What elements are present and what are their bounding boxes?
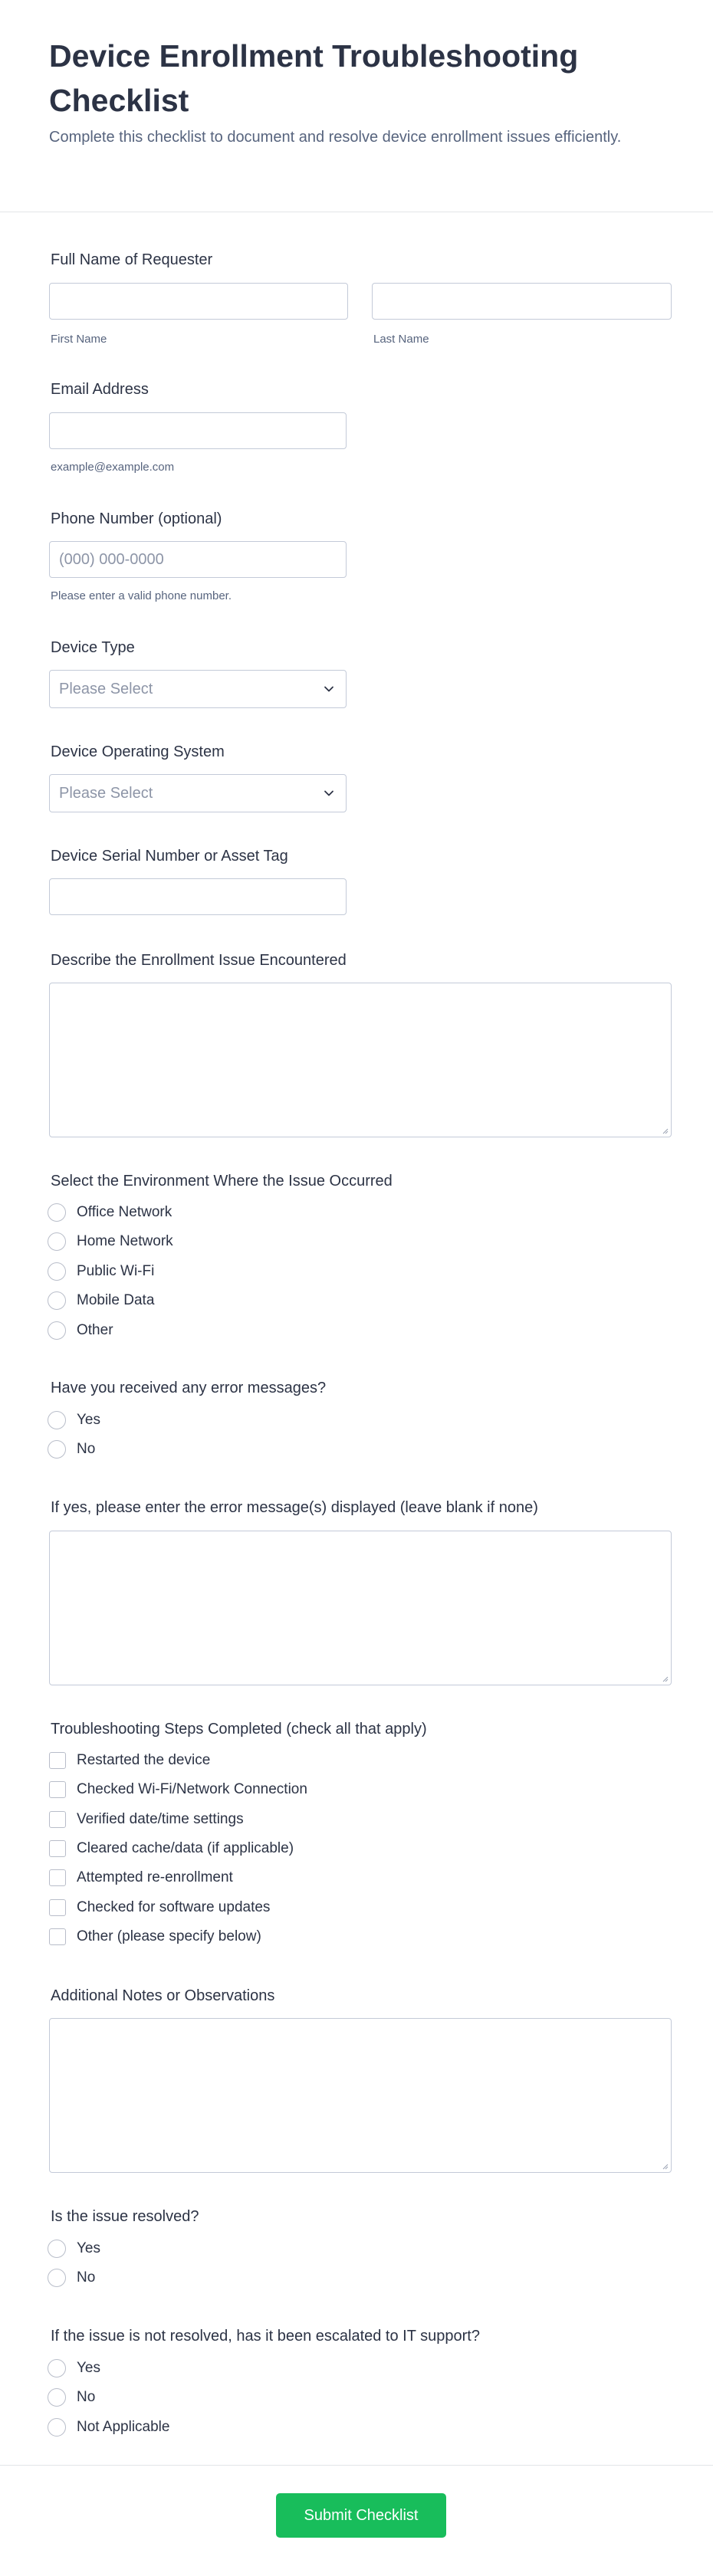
checkbox[interactable] <box>49 1781 66 1798</box>
submit-button[interactable]: Submit Checklist <box>276 2493 446 2538</box>
email-input[interactable] <box>49 412 347 449</box>
radio-label: Home Network <box>77 1233 173 1249</box>
radio-button[interactable] <box>48 2359 66 2377</box>
radio-button[interactable] <box>48 1262 66 1281</box>
issue-description-label: Describe the Enrollment Issue Encountered <box>51 952 347 969</box>
full-name-label: Full Name of Requester <box>51 251 213 268</box>
first-name-sublabel: First Name <box>51 333 107 346</box>
chevron-down-icon <box>321 681 337 697</box>
checkbox-label: Attempted re-enrollment <box>77 1869 233 1885</box>
form-header <box>0 0 713 212</box>
form-footer <box>0 2465 713 2576</box>
resize-grip-icon[interactable] <box>661 1127 669 1134</box>
resolved-label: Is the issue resolved? <box>51 2208 199 2225</box>
error-message-textarea[interactable] <box>49 1531 672 1685</box>
error-received-label: Have you received any error messages? <box>51 1380 327 1396</box>
checkbox-label: Checked for software updates <box>77 1899 271 1915</box>
radio-button[interactable] <box>48 2269 66 2287</box>
device-type-selected: Please Select <box>59 681 153 697</box>
phone-sublabel: Please enter a valid phone number. <box>51 589 232 602</box>
phone-input[interactable] <box>49 541 347 578</box>
radio-label: Public Wi-Fi <box>77 1263 155 1279</box>
last-name-sublabel: Last Name <box>373 333 429 346</box>
checkbox-label: Restarted the device <box>77 1752 211 1768</box>
escalated-label: If the issue is not resolved, has it been escalated to IT support? <box>51 2328 480 2345</box>
radio-label: Office Network <box>77 1204 172 1220</box>
email-sublabel: example@example.com <box>51 461 175 474</box>
device-type-label: Device Type <box>51 639 135 656</box>
serial-input[interactable] <box>49 878 347 915</box>
phone-label: Phone Number (optional) <box>51 510 222 527</box>
checkbox[interactable] <box>49 1840 66 1857</box>
radio-label: Mobile Data <box>77 1292 155 1308</box>
radio-label: Yes <box>77 2240 100 2256</box>
resize-grip-icon[interactable] <box>661 2162 669 2170</box>
checkbox-label: Other (please specify below) <box>77 1928 261 1944</box>
checkbox[interactable] <box>49 1811 66 1828</box>
device-os-label: Device Operating System <box>51 743 225 760</box>
radio-button[interactable] <box>48 1291 66 1310</box>
email-label: Email Address <box>51 381 149 398</box>
radio-button[interactable] <box>48 1232 66 1251</box>
first-name-input[interactable] <box>49 283 348 320</box>
radio-button[interactable] <box>48 2388 66 2407</box>
radio-button[interactable] <box>48 1411 66 1429</box>
radio-button[interactable] <box>48 1321 66 1340</box>
error-message-label: If yes, please enter the error message(s) displayed (leave blank if none) <box>51 1499 538 1516</box>
environment-label: Select the Environment Where the Issue Occurred <box>51 1173 393 1190</box>
device-type-select[interactable] <box>49 670 347 708</box>
notes-textarea[interactable] <box>49 2018 672 2173</box>
device-os-select[interactable] <box>49 774 347 812</box>
resize-grip-icon[interactable] <box>661 1675 669 1682</box>
checkbox[interactable] <box>49 1928 66 1945</box>
radio-label: Yes <box>77 2360 100 2376</box>
checkbox-label: Verified date/time settings <box>77 1811 244 1827</box>
radio-button[interactable] <box>48 2418 66 2437</box>
device-os-selected: Please Select <box>59 785 153 802</box>
radio-label: No <box>77 2269 96 2286</box>
checkbox-label: Cleared cache/data (if applicable) <box>77 1840 294 1856</box>
radio-label: No <box>77 2389 96 2405</box>
steps-label: Troubleshooting Steps Completed (check all that apply) <box>51 1721 427 1738</box>
radio-label: Not Applicable <box>77 2419 170 2435</box>
checkbox[interactable] <box>49 1899 66 1916</box>
notes-label: Additional Notes or Observations <box>51 1987 275 2004</box>
radio-button[interactable] <box>48 1440 66 1459</box>
checkbox-label: Checked Wi-Fi/Network Connection <box>77 1781 307 1797</box>
checkbox[interactable] <box>49 1752 66 1769</box>
last-name-input[interactable] <box>372 283 672 320</box>
radio-label: No <box>77 1441 96 1457</box>
form-title: Device Enrollment Troubleshooting Checklist <box>49 38 579 118</box>
form-description: Complete this checklist to document and resolve device enrollment issues efficiently. <box>49 129 622 146</box>
radio-label: Yes <box>77 1412 100 1428</box>
chevron-down-icon <box>321 786 337 801</box>
serial-label: Device Serial Number or Asset Tag <box>51 848 288 865</box>
checkbox[interactable] <box>49 1869 66 1886</box>
radio-button[interactable] <box>48 2240 66 2258</box>
radio-label: Other <box>77 1322 113 1338</box>
radio-button[interactable] <box>48 1203 66 1222</box>
issue-description-textarea[interactable] <box>49 983 672 1137</box>
